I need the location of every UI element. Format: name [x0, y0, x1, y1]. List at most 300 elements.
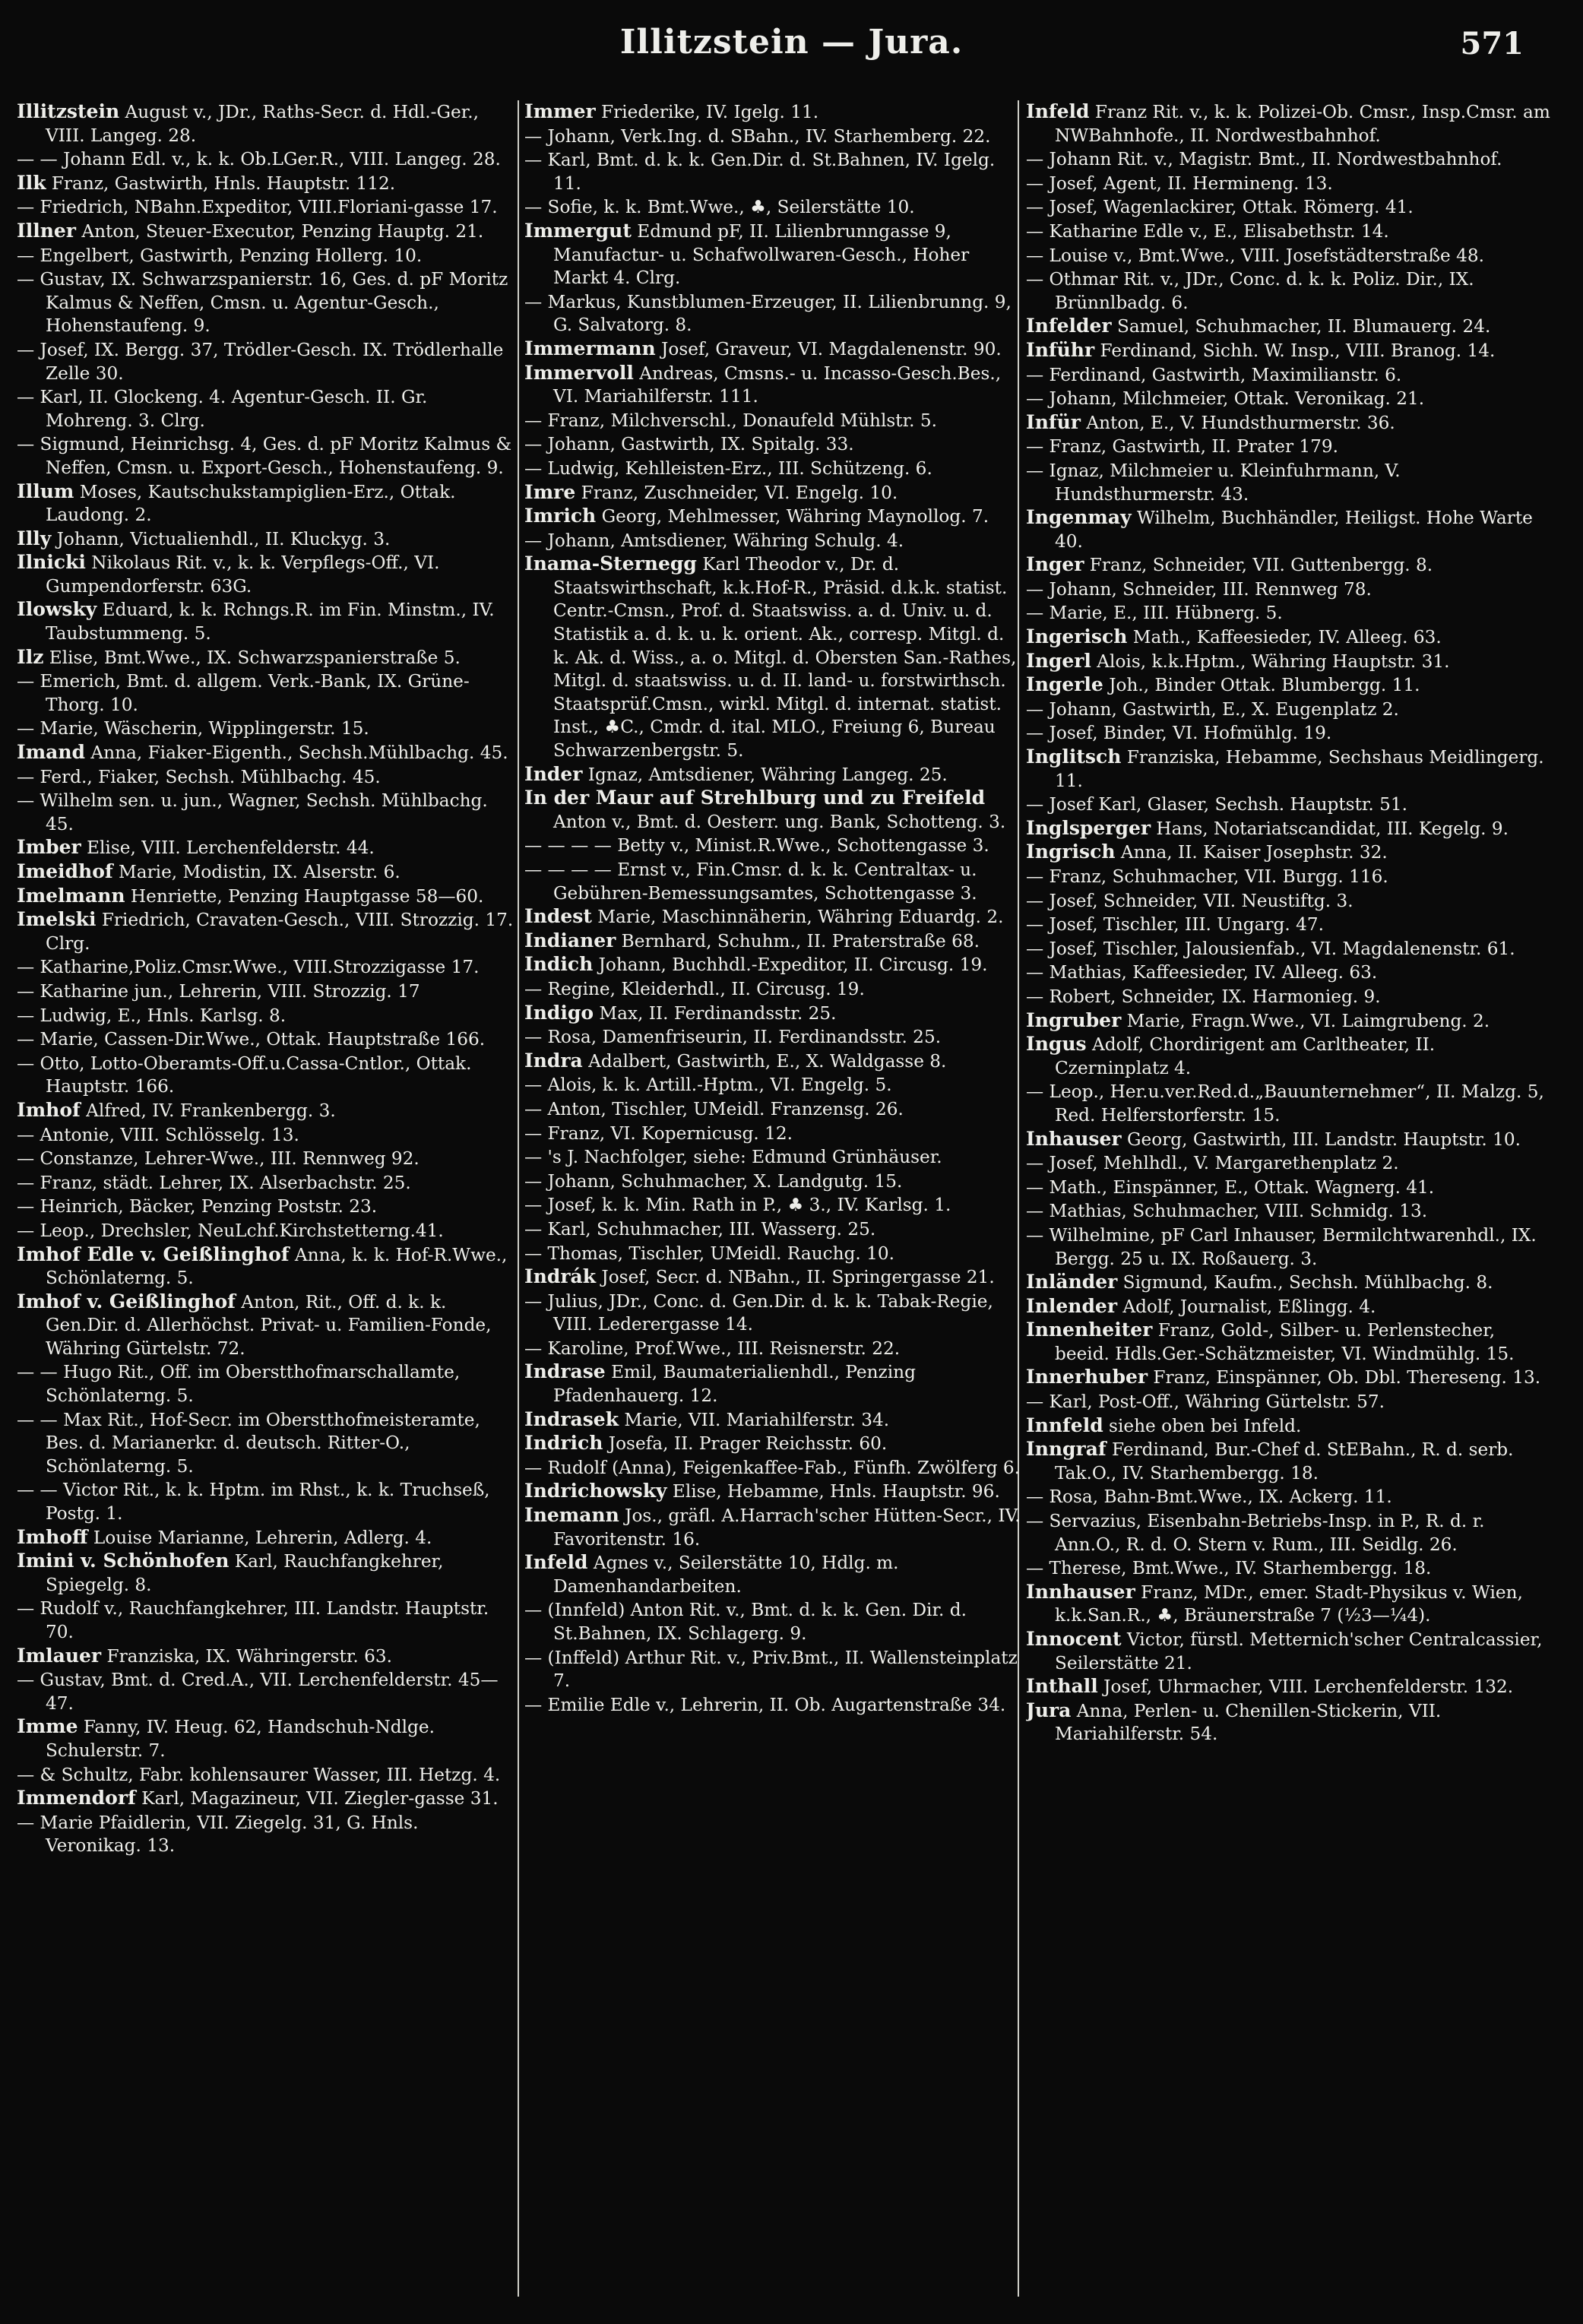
entry-text: — (Inffeld) Arthur Rit. v., Priv.Bmt., II. Wallensteinplatz 7. — [524, 1647, 1018, 1692]
directory-entry — [17, 717, 514, 741]
directory-entry — [1026, 147, 1550, 172]
entry-text: — Mathias, Schuhmacher, VIII. Schmidg. 13. — [1026, 1201, 1428, 1222]
directory-entry — [1026, 1271, 1550, 1295]
entry-text: Andreas, Cmsns.- u. Incasso-Gesch.Bes., VI. Mariahilferstr. 111. — [553, 363, 1002, 407]
directory-entry — [1026, 601, 1550, 625]
directory-entry — [1026, 1628, 1550, 1675]
entry-text: — — — — Betty v., Minist.R.Wwe., Schottengasse 3. — [524, 835, 989, 856]
entry-text: — Rosa, Bahn-Bmt.Wwe., IX. Ackerg. 11. — [1026, 1487, 1392, 1508]
entry-text: Marie, VII. Mariahilferstr. 34. — [619, 1409, 890, 1430]
entry-headword: Imelmann — [17, 884, 125, 907]
entry-text: — Josef Karl, Glaser, Sechsh. Hauptstr. 51. — [1026, 794, 1408, 815]
entry-text: — Wilhelm sen. u. jun., Wagner, Sechsh. Mühlbachg. 45. — [17, 790, 488, 834]
directory-entry — [1026, 578, 1550, 602]
entry-text: Franziska, IX. Währingerstr. 63. — [101, 1645, 392, 1667]
entry-headword: Ilk — [17, 171, 46, 194]
entry-text: — — — — Ernst v., Fin.Cmsr. d. k. k. Centraltax- u. Gebühren-Bemessungsamtes, Schottengasse 3. — [524, 860, 977, 904]
entry-text: — Franz, städt. Lehrer, IX. Alserbachstr. 25. — [17, 1172, 411, 1193]
entry-text: — Katharine jun., Lehrerin, VIII. Strozzig. 17 — [17, 980, 420, 1002]
entry-headword: Imre — [524, 480, 576, 503]
entry-text: Friedrich, Cravaten-Gesch., VIII. Strozzig. 17. Clrg. — [46, 910, 514, 954]
page-header — [0, 23, 1583, 84]
entry-text: — Ludwig, E., Hnls. Karlsg. 8. — [17, 1005, 287, 1026]
directory-entry — [17, 1597, 514, 1644]
entry-headword: Infür — [1026, 410, 1081, 433]
entry-text: Ferdinand, Sichh. W. Insp., VIII. Branog. 14. — [1094, 340, 1496, 361]
directory-entry — [1026, 1224, 1550, 1271]
directory-entry — [17, 670, 514, 717]
entry-text: — Johann Rit. v., Magistr. Bmt., II. Nordwestbahnhof. — [1026, 149, 1502, 170]
entry-headword: Immermann — [524, 337, 656, 359]
entry-text: Franz Rit. v., k. k. Polizei-Ob. Cmsr., Insp.Cmsr. am NWBahnhofe., II. Nordwestbahnhof. — [1055, 102, 1550, 146]
entry-text: Victor, fürstl. Metternich'scher Centralcassier, Seilerstätte 21. — [1055, 1629, 1543, 1673]
directory-entry — [17, 741, 514, 765]
entry-text: Franz, Gold-, Silber- u. Perlenstecher, beeid. Hdls.Ger.-Schätzmeister, VI. Windmühlg. 15. — [1055, 1320, 1515, 1364]
entry-headword: Inthall — [1026, 1675, 1098, 1698]
entry-headword: Imber — [17, 836, 81, 859]
entry-headword: Imhof Edle v. Geißlinghof — [17, 1243, 290, 1265]
directory-entry — [524, 1646, 1022, 1693]
entry-text: Emil, Baumaterialienhdl., Penzing Pfadenhauerg. 12. — [553, 1362, 916, 1407]
entry-text: Anna, II. Kaiser Josephstr. 32. — [1115, 842, 1388, 863]
entry-text: Marie, Modistin, IX. Alserstr. 6. — [112, 862, 400, 882]
entry-text: — Anton, Tischler, UMeidl. Franzensg. 26. — [524, 1098, 904, 1119]
entry-headword: Immendorf — [17, 1787, 136, 1809]
entry-text: — Ferdinand, Gastwirth, Maximilianstr. 6. — [1026, 364, 1402, 385]
entry-headword: Inführ — [1026, 338, 1095, 361]
entry-text: — Robert, Schneider, IX. Harmonieg. 9. — [1026, 986, 1381, 1007]
directory-entry — [524, 1693, 1022, 1718]
directory-entry — [524, 1432, 1022, 1456]
entry-text: Josefa, II. Prager Reichsstr. 60. — [603, 1433, 888, 1455]
entry-text: — Antonie, VIII. Schlösselg. 13. — [17, 1124, 299, 1145]
entry-text: Eduard, k. k. Rchngs.R. im Fin. Minstm., IV. Taubstummeng. 5. — [46, 600, 495, 644]
directory-entry — [524, 1551, 1022, 1598]
entry-headword: Immergut — [524, 219, 632, 242]
directory-entry — [1026, 506, 1550, 553]
directory-entry — [17, 836, 514, 860]
entry-headword: Imini v. Schönhofen — [17, 1550, 230, 1572]
directory-entry — [1026, 1556, 1550, 1581]
directory-entry — [1026, 937, 1550, 961]
entry-text: Moses, Kautschukstampiglien-Erz., Ottak. Laudong. 2. — [46, 481, 456, 526]
directory-entry — [1026, 1509, 1550, 1556]
entry-headword: Indrasek — [524, 1407, 619, 1430]
entry-text: — 's J. Nachfolger, siehe: Edmund Grünhäuser. — [524, 1147, 942, 1168]
entry-text: — Rudolf (Anna), Feigenkaffee-Fab., Fünfh. Zwölferg 6. — [524, 1457, 1021, 1478]
entry-text: Johann, Buchhdl.-Expeditor, II. Circusg. 19. — [593, 955, 988, 976]
directory-entry — [17, 172, 514, 196]
entry-text: — Constanze, Lehrer-Wwe., III. Rennweg 92. — [17, 1148, 419, 1170]
directory-entry — [524, 409, 1022, 433]
entry-text: — Ferd., Fiaker, Sechsh. Mühlbachg. 45. — [17, 766, 381, 787]
directory-entry — [524, 1145, 1022, 1170]
column-2 — [524, 100, 1022, 2304]
entry-text: — (Innfeld) Anton Rit. v., Bmt. d. k. k. Gen. Dir. d. St.Bahnen, IX. Schlagerg. 9. — [524, 1600, 967, 1644]
entry-headword: Innenheiter — [1026, 1319, 1153, 1341]
entry-text: Marie, Fragn.Wwe., VI. Laimgrubeng. 2. — [1121, 1010, 1490, 1031]
directory-entry — [1026, 339, 1550, 363]
directory-entry — [1026, 1390, 1550, 1414]
directory-entry — [524, 100, 1022, 125]
entry-headword: Imhof v. Geißlinghof — [17, 1290, 236, 1312]
directory-entry — [17, 1147, 514, 1171]
directory-entry — [17, 1004, 514, 1028]
directory-entry — [17, 385, 514, 432]
entry-headword: Imeidhof — [17, 860, 113, 882]
directory-entry — [1026, 315, 1550, 339]
entry-text: — Franz, VI. Kopernicusg. 12. — [524, 1122, 793, 1144]
directory-entry — [524, 1193, 1022, 1217]
directory-entry — [524, 1217, 1022, 1242]
directory-entry — [17, 220, 514, 244]
entry-text: — Josef, IX. Bergg. 37, Trödler-Gesch. IX. Trödlerhalle Zelle 30. — [17, 339, 504, 384]
entry-text: — Josef, Mehlhdl., V. Margarethenplatz 2. — [1026, 1153, 1399, 1174]
directory-entry — [1026, 1295, 1550, 1319]
entry-text: Louise Marianne, Lehrerin, Adlerg. 4. — [87, 1527, 432, 1548]
entry-text: Hans, Notariatscandidat, III. Kegelg. 9. — [1151, 818, 1509, 839]
directory-entry — [1026, 1080, 1550, 1127]
entry-text: — Josef, Tischler, Jalousienfab., VI. Magdalenenstr. 61. — [1026, 938, 1515, 959]
entry-headword: Imand — [17, 741, 86, 764]
entry-text: Franz, Zuschneider, VI. Engelg. 10. — [575, 482, 898, 503]
entry-headword: Illy — [17, 527, 52, 549]
directory-entry — [17, 1243, 514, 1290]
directory-entry — [524, 148, 1022, 195]
directory-entry — [524, 195, 1022, 220]
directory-entry — [524, 1025, 1022, 1050]
directory-entry — [17, 908, 514, 955]
directory-entry — [17, 147, 514, 172]
directory-entry — [1026, 817, 1550, 841]
entry-headword: Indrich — [524, 1432, 603, 1455]
entry-text: — — Max Rit., Hof-Secr. im Oberstthofmeisteramte, Bes. d. Marianerkr. d. deutsch. Ritter-O., Schönlaterng. 5. — [17, 1409, 480, 1477]
directory-entry — [17, 860, 514, 885]
entry-text: — Johann, Gastwirth, IX. Spitalg. 33. — [524, 434, 854, 455]
entry-text: — Ignaz, Milchmeier u. Kleinfuhrmann, V. Hundsthurmerstr. 43. — [1026, 460, 1401, 505]
directory-entry — [17, 1550, 514, 1597]
directory-entry — [1026, 1319, 1550, 1366]
directory-entry — [17, 268, 514, 338]
entry-text: Anton, Steuer-Executor, Penzing Hauptg. 21. — [75, 220, 484, 242]
entry-text: — Wilhelmine, pF Carl Inhauser, Bermilchtwarenhdl., IX. Bergg. 25 u. IX. Roßauerg. 3. — [1026, 1224, 1537, 1269]
directory-entry — [524, 432, 1022, 457]
entry-text: Jos., gräfl. A.Harrach'scher Hütten-Secr., IV. Favoritenstr. 16. — [553, 1506, 1021, 1550]
entry-headword: Infeld — [1026, 100, 1090, 122]
entry-text: Anna, Fiaker-Eigenth., Sechsh.Mühlbachg. 45. — [85, 742, 508, 764]
entry-text: Anton v., Bmt. d. Oesterr. ung. Bank, Schotteng. 3. — [553, 811, 1006, 832]
entry-text: Marie, Maschinnäherin, Währing Eduardg. 2. — [591, 907, 1004, 928]
directory-entry — [17, 1290, 514, 1361]
directory-entry — [1026, 721, 1550, 746]
entry-headword: Indrák — [524, 1265, 597, 1288]
entry-text: — Marie Pfaidlerin, VII. Ziegelg. 31, G. Hnls. Veronikag. 13. — [17, 1812, 419, 1857]
entry-text: — — Victor Rit., k. k. Hptm. im Rhst., k. k. Truchseß, Postg. 1. — [17, 1480, 490, 1525]
entry-headword: Inemann — [524, 1504, 619, 1527]
entry-text: August v., JDr., Raths-Secr. d. Hdl.-Ger., VIII. Langeg. 28. — [46, 102, 480, 146]
entry-text: — Sofie, k. k. Bmt.Wwe., ♣, Seilerstätte 10. — [524, 197, 915, 218]
entry-headword: Imhof — [17, 1098, 81, 1121]
directory-entry — [17, 1052, 514, 1099]
entry-text: — Marie, Cassen-Dir.Wwe., Ottak. Hauptstraße 166. — [17, 1029, 486, 1050]
directory-entry — [524, 337, 1022, 362]
directory-entry — [524, 457, 1022, 481]
entry-text: — Engelbert, Gastwirth, Penzing Hollerg. 10. — [17, 245, 423, 266]
directory-entry — [524, 787, 1022, 834]
directory-entry — [524, 553, 1022, 762]
entry-text: Adolf, Journalist, Eßlingg. 4. — [1117, 1296, 1376, 1317]
entry-text: — Gustav, Bmt. d. Cred.A., VII. Lerchenfelderstr. 45—47. — [17, 1670, 499, 1714]
entry-text: Georg, Mehlmesser, Währing Maynollog. 7. — [596, 506, 989, 527]
entry-headword: Innfeld — [1026, 1414, 1103, 1436]
entry-headword: Infeld — [524, 1551, 588, 1574]
entry-headword: Immervoll — [524, 361, 634, 384]
entry-headword: Innerhuber — [1026, 1366, 1148, 1388]
entry-headword: Ilnicki — [17, 551, 86, 574]
directory-entry — [17, 980, 514, 1004]
entry-text: Josef, Secr. d. NBahn., II. Springergasse 21. — [596, 1267, 995, 1288]
entry-text: — Franz, Milchverschl., Donaufeld Mühlstr. 5. — [524, 410, 938, 431]
entry-headword: Ingerle — [1026, 673, 1103, 696]
entry-text: — Katharine Edle v., E., Elisabethstr. 14. — [1026, 220, 1389, 242]
directory-entry — [524, 1050, 1022, 1074]
directory-entry — [17, 1360, 514, 1407]
entry-headword: Inlender — [1026, 1294, 1118, 1317]
entry-text: Friederike, IV. Igelg. 11. — [595, 102, 819, 122]
entry-headword: Inama-Sternegg — [524, 553, 697, 575]
entry-text: Nikolaus Rit. v., k. k. Verpflegs-Off., VI. Gumpendorferstr. 63G. — [46, 553, 440, 597]
directory-entry — [1026, 1176, 1550, 1200]
entry-headword: Innocent — [1026, 1628, 1122, 1650]
directory-entry — [1026, 1128, 1550, 1152]
entry-text: — Mathias, Kaffeesieder, IV. Alleeg. 63. — [1026, 962, 1378, 983]
directory-entry — [17, 1787, 514, 1811]
entry-text: — Leop., Her.u.ver.Red.d.„Bauunternehmer“, II. Malzg. 5, Red. Helferstorferstr. 15. — [1026, 1081, 1544, 1126]
entry-text: — Emilie Edle v., Lehrerin, II. Ob. Augartenstraße 34. — [524, 1694, 1006, 1715]
directory-entry — [1026, 793, 1550, 817]
directory-entry — [524, 905, 1022, 929]
directory-entry — [1026, 889, 1550, 913]
directory-entry — [1026, 1485, 1550, 1509]
entry-text: Elise, Bmt.Wwe., IX. Schwarzspanierstraße 5. — [43, 647, 461, 668]
directory-entry — [524, 529, 1022, 553]
directory-entry — [17, 598, 514, 645]
directory-entry — [17, 1408, 514, 1479]
entry-text: — Heinrich, Bäcker, Penzing Poststr. 23. — [17, 1196, 378, 1217]
column-3 — [1026, 100, 1550, 2304]
entry-text: Max, II. Ferdinandsstr. 25. — [594, 1002, 837, 1024]
directory-entry — [17, 955, 514, 980]
entry-headword: Illitzstein — [17, 100, 120, 122]
column-divider — [518, 100, 519, 2297]
directory-entry — [17, 765, 514, 790]
entry-text: — Karl, II. Glockeng. 4. Agentur-Gesch. II. Gr. Mohreng. 3. Clrg. — [17, 387, 428, 431]
entry-text: — Markus, Kunstblumen-Erzeuger, II. Lilienbrunng. 9, G. Salvatorg. 8. — [524, 291, 1012, 336]
entry-headword: Ingerisch — [1026, 625, 1128, 648]
entry-text: Samuel, Schuhmacher, II. Blumauerg. 24. — [1111, 316, 1491, 337]
directory-entry — [17, 1123, 514, 1148]
entry-headword: Inhauser — [1026, 1127, 1122, 1150]
entry-text: Ignaz, Amtsdiener, Währing Langeg. 25. — [582, 764, 948, 785]
entry-headword: Ingenmay — [1026, 506, 1132, 529]
directory-entry — [1026, 985, 1550, 1009]
entry-text: Anna, k. k. Hof-R.Wwe., Schönlaterng. 5. — [46, 1244, 508, 1289]
entry-text: — Rudolf v., Rauchfangkehrer, III. Landstr. Hauptstr. 70. — [17, 1598, 489, 1642]
directory-entry — [1026, 1366, 1550, 1390]
entry-text: — Franz, Schuhmacher, VII. Burgg. 116. — [1026, 866, 1388, 887]
directory-entry — [1026, 435, 1550, 459]
entry-text: — Katharine,Poliz.Cmsr.Wwe., VIII.Strozzigasse 17. — [17, 957, 480, 978]
directory-entry — [17, 480, 514, 527]
directory-entry — [1026, 195, 1550, 220]
directory-entry — [524, 220, 1022, 290]
entry-headword: Inder — [524, 762, 583, 785]
directory-entry — [524, 1002, 1022, 1026]
entry-text: — Karl, Post-Off., Währing Gürtelstr. 57. — [1026, 1392, 1385, 1413]
directory-entry — [524, 1337, 1022, 1361]
directory-entry — [1026, 1581, 1550, 1628]
entry-text: — Emerich, Bmt. d. allgem. Verk.-Bank, IX. Grüne-Thorg. 10. — [17, 671, 470, 715]
entry-text: — Gustav, IX. Schwarzspanierstr. 16, Ges. d. pF Moritz Kalmus & Neffen, Cmsn. u. Agentur-Gesch., Hohenstaufeng. 9. — [17, 269, 508, 337]
directory-entry — [1026, 220, 1550, 244]
directory-entry — [17, 1763, 514, 1787]
directory-entry — [17, 1811, 514, 1858]
directory-entry — [17, 1219, 514, 1243]
entry-headword: Indra — [524, 1049, 583, 1072]
entry-text: — Marie, E., III. Hübnerg. 5. — [1026, 603, 1283, 624]
directory-entry — [524, 1097, 1022, 1122]
entry-headword: Indianer — [524, 929, 616, 951]
entry-headword: Jura — [1026, 1699, 1072, 1721]
directory-entry — [1026, 1199, 1550, 1224]
entry-text: Adalbert, Gastwirth, E., X. Waldgasse 8. — [582, 1050, 947, 1072]
directory-entry — [524, 125, 1022, 149]
entry-text: — Therese, Bmt.Wwe., IV. Starhembergg. 18. — [1026, 1558, 1432, 1579]
directory-entry — [524, 1598, 1022, 1645]
directory-entry — [1026, 387, 1550, 411]
entry-text: Anton, E., V. Hundsthurmerstr. 36. — [1080, 412, 1395, 433]
entry-text: Georg, Gastwirth, III. Landstr. Hauptstr. 10. — [1121, 1129, 1521, 1150]
directory-entry — [17, 885, 514, 909]
directory-entry — [524, 362, 1022, 409]
directory-entry — [1026, 100, 1550, 147]
entry-text: — Julius, JDr., Conc. d. Gen.Dir. d. k. k. Tabak-Regie, VIII. Lederergasse 14. — [524, 1290, 993, 1335]
directory-entry — [524, 1122, 1022, 1146]
entry-text: — Johann, Schuhmacher, X. Landgutg. 15. — [524, 1170, 903, 1192]
entry-text: Joh., Binder Ottak. Blumbergg. 11. — [1103, 675, 1420, 696]
directory-entry — [17, 527, 514, 552]
entry-text: — Josef, Agent, II. Hermineng. 13. — [1026, 173, 1333, 194]
entry-text: Franz, Gastwirth, Hnls. Hauptstr. 112. — [46, 173, 396, 194]
directory-entry — [524, 1480, 1022, 1504]
directory-entry — [1026, 459, 1550, 506]
entry-text: Bernhard, Schuhm., II. Praterstraße 68. — [616, 930, 980, 951]
directory-entry — [1026, 865, 1550, 889]
directory-entry — [524, 1504, 1022, 1551]
page-number: 571 — [1460, 26, 1524, 62]
entry-headword: Imrich — [524, 505, 597, 527]
entry-text: Ferdinand, Bur.-Chef d. StEBahn., R. d. serb. Tak.O., IV. Starhembergg. 18. — [1055, 1439, 1514, 1483]
page-title: Illitzstein — Jura. — [619, 23, 964, 62]
directory-entry — [1026, 650, 1550, 674]
entry-text: — Josef, k. k. Min. Rath in P., ♣ 3., IV. Karlsg. 1. — [524, 1195, 951, 1216]
entry-headword: Ingus — [1026, 1033, 1087, 1056]
directory-entry — [17, 1715, 514, 1762]
entry-text: Josef, Uhrmacher, VIII. Lerchenfelderstr. 132. — [1097, 1677, 1514, 1698]
directory-entry — [17, 646, 514, 670]
entry-headword: Indrichowsky — [524, 1480, 667, 1502]
entry-text: — Karoline, Prof.Wwe., III. Reisnerstr. 22. — [524, 1338, 901, 1359]
directory-entry — [17, 1478, 514, 1525]
directory-entry — [524, 834, 1022, 858]
entry-text: — Josef, Wagenlackirer, Ottak. Römerg. 41. — [1026, 197, 1414, 218]
entry-headword: Indigo — [524, 1001, 594, 1024]
directory-entry — [1026, 1033, 1550, 1080]
entry-text: — Johann, Verk.Ing. d. SBahn., IV. Starhemberg. 22. — [524, 125, 991, 147]
directory-entry — [524, 1242, 1022, 1266]
entry-text: — Josef, Binder, VI. Hofmühlg. 19. — [1026, 723, 1332, 744]
entry-text: — Otto, Lotto-Oberamts-Off.u.Cassa-Cntlor., Ottak. Hauptstr. 166. — [17, 1053, 472, 1097]
entry-headword: Inglitsch — [1026, 746, 1122, 768]
entry-text: Alois, k.k.Hptm., Währing Hauptstr. 31. — [1091, 651, 1450, 672]
entry-headword: Indich — [524, 953, 594, 976]
entry-headword: Ingrisch — [1026, 841, 1116, 863]
entry-text: — Johann, Schneider, III. Rennweg 78. — [1026, 578, 1372, 600]
directory-entry — [1026, 841, 1550, 865]
entry-text: Elise, Hebamme, Hnls. Hauptstr. 96. — [666, 1481, 1000, 1502]
entry-headword: Immer — [524, 100, 596, 122]
directory-entry — [524, 1170, 1022, 1194]
directory-entry — [524, 1408, 1022, 1433]
entry-text: — Alois, k. k. Artill.-Hptm., VI. Engelg. 5. — [524, 1075, 892, 1096]
entry-headword: Imme — [17, 1715, 78, 1738]
entry-headword: Illum — [17, 480, 74, 502]
entry-text: — Thomas, Tischler, UMeidl. Rauchg. 10. — [524, 1243, 895, 1264]
entry-text: Anna, Perlen- u. Chenillen-Stickerin, VII. Mariahilferstr. 54. — [1055, 1700, 1442, 1745]
entry-text: Franz, Einspänner, Ob. Dbl. Thereseng. 13. — [1148, 1367, 1541, 1388]
directory-entry — [524, 858, 1022, 905]
entry-headword: Infelder — [1026, 315, 1112, 337]
entry-text: Fanny, IV. Heug. 62, Handschuh-Ndlge. Schulerstr. 7. — [46, 1717, 435, 1761]
directory-entry — [1026, 746, 1550, 793]
directory-entry — [524, 929, 1022, 954]
entry-headword: Innhauser — [1026, 1580, 1135, 1603]
directory-entry — [1026, 625, 1550, 650]
entry-headword: Ilowsky — [17, 598, 97, 621]
entry-text: — Regine, Kleiderhdl., II. Circusg. 19. — [524, 978, 865, 999]
entry-text: — Math., Einspänner, E., Ottak. Wagnerg. 41. — [1026, 1176, 1435, 1198]
entry-text: Karl, Rauchfangkehrer, Spiegelg. 8. — [46, 1551, 444, 1595]
directory-entry — [1026, 1414, 1550, 1439]
directory-entry — [524, 481, 1022, 505]
entry-text: — Ludwig, Kehlleisten-Erz., III. Schützeng. 6. — [524, 458, 932, 479]
entry-text: — Sigmund, Heinrichsg. 4, Ges. d. pF Moritz Kalmus & Neffen, Cmsn. u. Export-Gesch., Hohenstaufeng. 9. — [17, 434, 512, 478]
entry-text: — Josef, Tischler, III. Ungarg. 47. — [1026, 914, 1324, 936]
entry-text: Edmund pF, II. Lilienbrunngasse 9, Manufactur- u. Schafwollwaren-Gesch., Hoher Markt 4. Clrg. — [553, 220, 970, 289]
column-1 — [17, 100, 514, 2304]
directory-entry — [1026, 1699, 1550, 1746]
entry-text: — Leop., Drechsler, NeuLchf.Kirchstetterng.41. — [17, 1220, 444, 1241]
directory-entry — [524, 1073, 1022, 1097]
directory-entry — [17, 338, 514, 385]
directory-entry — [524, 977, 1022, 1002]
entry-headword: Inländer — [1026, 1271, 1118, 1293]
entry-headword: Ingerl — [1026, 649, 1091, 672]
entry-text: — Karl, Bmt. d. k. k. Gen.Dir. d. St.Bahnen, IV. Igelg. 11. — [524, 150, 996, 194]
directory-entry — [17, 1526, 514, 1550]
directory-entry — [17, 195, 514, 220]
entry-headword: Illner — [17, 219, 76, 242]
